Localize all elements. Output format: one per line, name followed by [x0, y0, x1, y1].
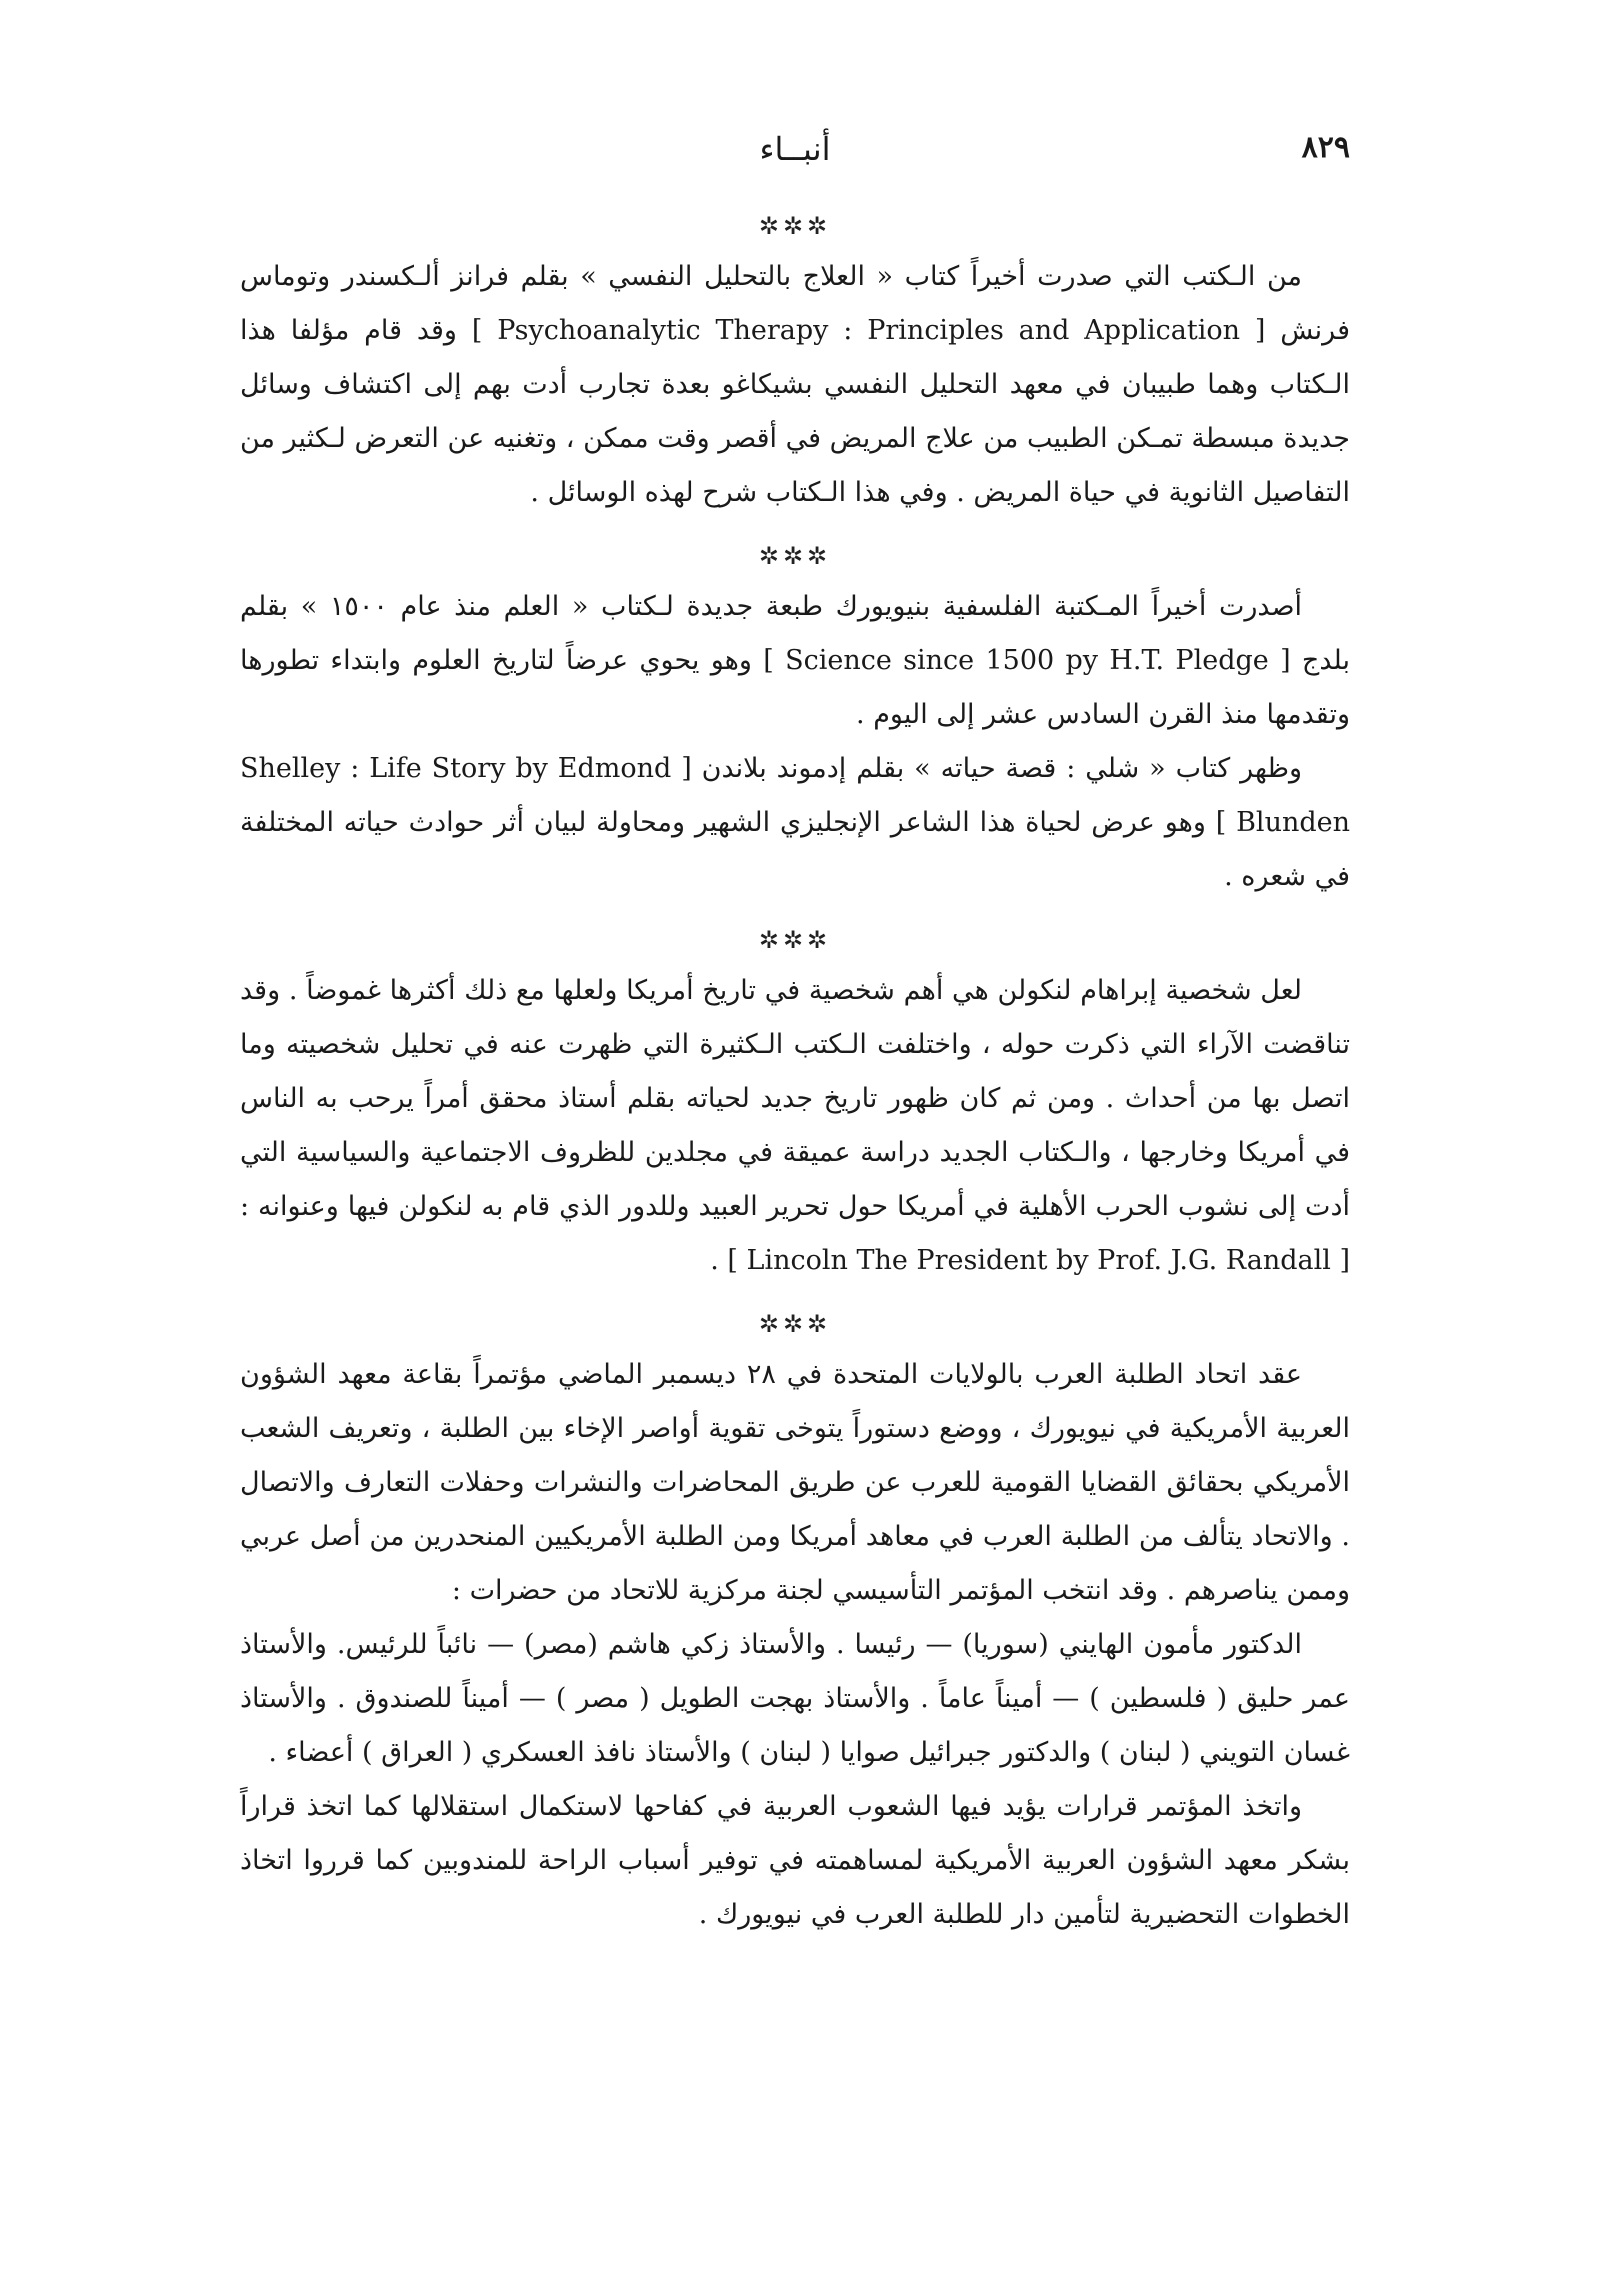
paragraph-conference-resolutions: واتخذ المؤتمر قرارات يؤيد فيها الشعوب العربية في كفاحها لاستكمال استقلالها كما اتخذ قراراً بشكر معهد الشؤون العربية الأمريكية لمساهمته في توفير أسباب الراحة للمندوبين كما قرروا اتخاذ الخطوات التحضيرية لتأمين دار للطلبة العرب في نيويورك .	[240, 1791, 1350, 1930]
paragraph-science-since-1500: أصدرت أخيراً المـكتبة الفلسفية بنيويورك طبعة جديدة لـكتاب « العلم منذ عام ١٥٠٠ » بقلم بلدج [ Science since 1500 py H.T. Pledge ] وهو يحوي عرضاً لتاريخ العلوم وابتداء تطورها وتقدمها منذ القرن السادس عشر إلى اليوم .	[240, 591, 1350, 730]
paragraph-committee-members: الدكتور مأمون الهايني (سوريا) — رئيسا . والأستاذ زكي هاشم (مصر) — نائباً للرئيس. والأستاذ عمر حليق ( فلسطين ) — أميناً عاماً . والأستاذ بهجت الطويل ( مصر ) — أميناً للصندوق . والأستاذ غسان التويني ( لبنان ) والدكتور جبرائيل صوايا ( لبنان ) والأستاذ نافذ العسكري ( العراق ) أعضاء .	[240, 1629, 1350, 1768]
paragraph-lincoln-the-president: لعل شخصية إبراهام لنكولن هي أهم شخصية في تاريخ أمريكا ولعلها مع ذلك أكثرها غموضاً . وقد تناقضت الآراء التي ذكرت حوله ، واختلفت الـكتب الـكثيرة التي ظهرت عنه في تحليل شخصيته وما اتصل بها من أحداث . ومن ثم كان ظهور تاريخ جديد لحياته بقلم أستاذ محقق أمراً يرحب به الناس في أمريكا وخارجها ، والـكتاب الجديد دراسة عميقة في مجلدين للظروف الاجتماعية والسياسية التي أدت إلى نشوب الحرب الأهلية في أمريكا حول تحرير العبيد وللدور الذي قام به لنكولن فيها وعنوانه : [ Lincoln The President by Prof. J.G. Randall ] .	[240, 975, 1350, 1276]
paragraph-shelley-life-story: وظهر كتاب « شلي : قصة حياته » بقلم إدموند بلاندن [ Shelley : Life Story by Edmond Blunden ] وهو عرض لحياة هذا الشاعر الإنجليزي الشهير ومحاولة لبيان أثر حوادث حياته المختلفة في شعره .	[240, 753, 1350, 892]
paragraph-psychoanalytic-therapy: من الـكتب التي صدرت أخيراً كتاب « العلاج بالتحليل النفسي » بقلم فرانز ألـكسندر وتوماس فرنش [ Psychoanalytic Therapy : Principles and Application ] وقد قام مؤلفا هذا الـكتاب وهما طبيبان في معهد التحليل النفسي بشيكاغو بعدة تجارب أدت بهم إلى اكتشاف وسائل جديدة مبسطة تمـكن الطبيب من علاج المريض في أقصر وقت ممكن ، وتغنيه عن التعرض لـكثير من التفاصيل الثانوية في حياة المريض . وفي هذا الـكتاب شرح لهذه الوسائل .	[240, 261, 1350, 508]
page-header	[240, 130, 1350, 190]
paragraph-arab-students-union: عقد اتحاد الطلبة العرب بالولايات المتحدة في ٢٨ ديسمبر الماضي مؤتمراً بقاعة معهد الشؤون العربية الأمريكية في نيويورك ، ووضع دستوراً يتوخى تقوية أواصر الإخاء بين الطلبة ، وتعريف الشعب الأمريكي بحقائق القضايا القومية للعرب عن طريق المحاضرات والنشرات وحفلات التعارف والاتصال . والاتحاد يتألف من الطلبة العرب في معاهد أمريكا ومن الطلبة الأمريكيين المنحدرين من أصل عربي وممن يناصرهم . وقد انتخب المؤتمر التأسيسي لجنة مركزية للاتحاد من حضرات :	[240, 1359, 1350, 1606]
page	[240, 130, 1350, 1942]
running-title: أنبــاء	[759, 130, 831, 168]
section-separator: ✲✲✲	[758, 542, 832, 570]
section-separator: ✲✲✲	[758, 926, 832, 954]
page-number: ٨٢٩	[1301, 130, 1350, 165]
section-separator: ✲✲✲	[758, 1310, 832, 1338]
section-separator: ✲✲✲	[758, 212, 832, 240]
